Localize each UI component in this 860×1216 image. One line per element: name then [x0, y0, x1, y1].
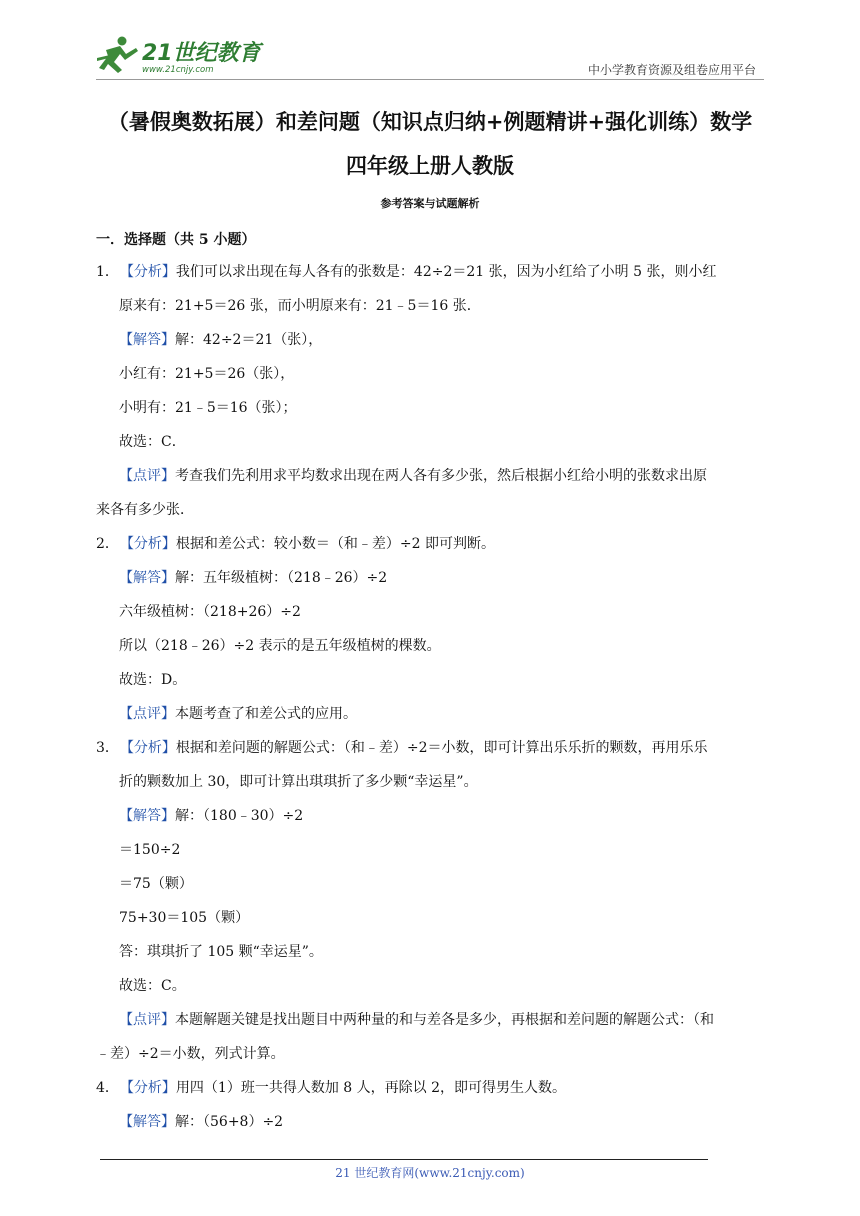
q3-solution-line5: 答：琪琪折了 105 颗“幸运星”。 — [119, 944, 323, 960]
q1-comment-line1 — [119, 466, 707, 486]
solution-tag: 【解答】 — [119, 1114, 175, 1130]
solution-tag: 【解答】 — [119, 570, 175, 586]
analysis-tag: 【分析】 — [126, 536, 176, 552]
solution-tag: 【解答】 — [119, 808, 175, 824]
q2-comment-text: 本题考查了和差公式的应用。 — [175, 706, 357, 722]
q1-solution-line3: 小明有：21﹣5＝16（张）； — [119, 400, 297, 416]
analysis-tag: 【分析】 — [126, 740, 176, 756]
q3-comment-line1 — [119, 1010, 714, 1030]
q1-solution-line1 — [119, 330, 322, 350]
q3-comment-line2: ﹣差）÷2＝小数，列式计算。 — [96, 1046, 285, 1062]
svg-text:www.21cnjy.com: www.21cnjy.com — [142, 65, 214, 75]
comment-tag: 【点评】 — [119, 1012, 175, 1028]
comment-tag: 【点评】 — [119, 468, 175, 484]
q3-solution-line2: ＝150÷2 — [119, 842, 181, 858]
footer-divider — [100, 1159, 708, 1160]
q4-solution-text: 解：（56+8）÷2 — [175, 1114, 284, 1130]
q2-analysis-line1 — [96, 534, 495, 554]
q1-analysis-text: 我们可以求出现在每人各有的张数是：42÷2＝21 张，因为小红给了小明 5 张，则小红 — [175, 264, 717, 280]
q2-solution-line2: 六年级植树：（218+26）÷2 — [119, 604, 301, 620]
q4-number: 4． — [96, 1080, 119, 1096]
solution-tag: 【解答】 — [119, 332, 175, 348]
q3-solution-text: 解：（180﹣30）÷2 — [175, 808, 304, 824]
q3-solution-line4: 75+30＝105（颗） — [119, 910, 250, 926]
q1-analysis-line2: 原来有：21+5＝26 张，而小明原来有：21﹣5＝16 张． — [119, 298, 481, 314]
header-divider — [96, 79, 764, 80]
q3-number: 3． — [96, 740, 119, 756]
q1-analysis-line1 — [96, 262, 716, 282]
q3-comment-text: 本题解题关键是找出题目中两种量的和与差各是多少，再根据和差问题的解题公式：（和 — [175, 1012, 714, 1028]
svg-text:21世纪教育: 21世纪教育 — [142, 41, 261, 66]
q1-solution-line2: 小红有：21+5＝26（张）， — [119, 366, 295, 382]
q2-solution-line1 — [119, 568, 387, 588]
q3-solution-line3: ＝75（颗） — [119, 876, 193, 892]
q4-solution-line1 — [119, 1112, 283, 1132]
q4-analysis-text: 用四（1）班一共得人数加 8 人，再除以 2，即可得男生人数。 — [175, 1080, 566, 1096]
q2-solution-text: 解：五年级植树：（218﹣26）÷2 — [175, 570, 388, 586]
q3-analysis-line1 — [96, 738, 708, 758]
page-title-line2: 四年级上册人教版 — [346, 153, 514, 178]
q2-analysis-text: 根据和差公式：较小数＝（和﹣差）÷2 即可判断。 — [175, 536, 496, 552]
q1-comment-line2: 来各有多少张． — [96, 502, 194, 518]
q1-number: 1． — [96, 264, 119, 280]
analysis-tag: 【分析】 — [126, 1080, 176, 1096]
q2-solution-line3: 所以（218﹣26）÷2 表示的是五年级植树的棵数。 — [119, 638, 441, 654]
page-header — [96, 34, 764, 80]
q2-number: 2． — [96, 536, 119, 552]
q1-solution-line4: 故选：C． — [119, 434, 186, 450]
page-title-line1: （暑假奥数拓展）和差问题（知识点归纳+例题精讲+强化训练）数学 — [107, 109, 753, 134]
header-platform-text: 中小学教育资源及组卷应用平台 — [587, 63, 756, 77]
q3-solution-line6: 故选：C。 — [119, 978, 186, 994]
q2-comment-line1 — [119, 704, 357, 724]
q3-solution-line1 — [119, 806, 303, 826]
q1-solution-text: 解：42÷2＝21（张）， — [175, 332, 323, 348]
q3-analysis-line2: 折的颗数加上 30，即可计算出琪琪折了多少颗“幸运星”。 — [119, 774, 478, 790]
q3-analysis-text: 根据和差问题的解题公式：（和﹣差）÷2＝小数，即可计算出乐乐折的颗数，再用乐乐 — [175, 740, 708, 756]
page-subtitle: 参考答案与试题解析 — [380, 197, 480, 210]
q1-comment-text: 考查我们先利用求平均数求出现在两人各有多少张，然后根据小红给小明的张数求出原 — [175, 468, 707, 484]
section-heading: 一．选择题（共 5 小题） — [96, 232, 256, 248]
q2-solution-line4: 故选：D。 — [119, 672, 187, 688]
footer-site-link[interactable]: 21 世纪教育网(www.21cnjy.com) — [335, 1166, 525, 1180]
21cnjy-logo — [96, 34, 266, 78]
analysis-tag: 【分析】 — [126, 264, 176, 280]
comment-tag: 【点评】 — [119, 706, 175, 722]
q4-analysis-line1 — [96, 1078, 566, 1098]
